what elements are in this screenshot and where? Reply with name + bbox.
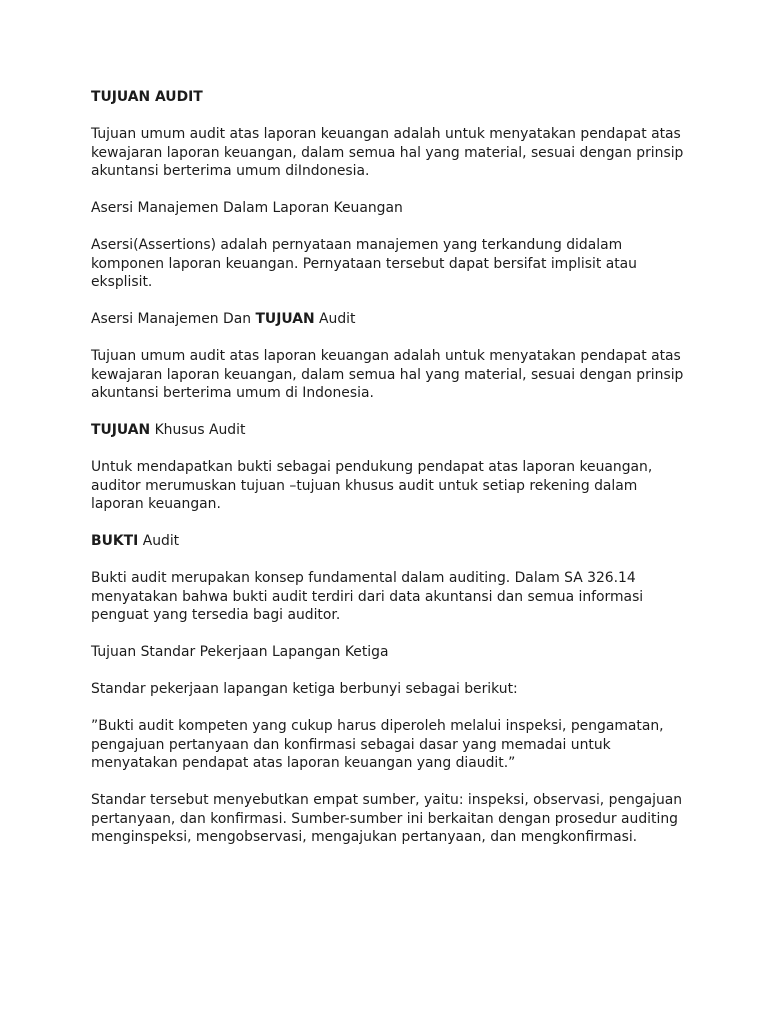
paragraph-asersi: Asersi(Assertions) adalah pernyataan manajemen yang terkandung didalam komponen laporan keuangan. Pernyataan tersebut dapat bersifat implisit atau eksplisit. [91,237,637,290]
paragraph-quote: ”Bukti audit kompeten yang cukup harus diperoleh melalui inspeksi, pengamatan, pengajuan pertanyaan dan konfirmasi sebagai dasar yang memadai untuk menyatakan pendapat atas laporan keuangan yang diaudit.” [91,718,664,771]
document-body [91,88,691,865]
heading-tujuan-khusus-post: Khusus Audit [150,422,246,438]
paragraph-empat-sumber: Standar tersebut menyebutkan empat sumber, yaitu: inspeksi, observasi, pengajuan pertanyaan, dan konfirmasi. Sumber-sumber ini berkaitan dengan prosedur auditing menginspeksi, mengobservasi, mengajukan pertanyaan, dan mengkonfirmasi. [91,792,683,845]
heading-tujuan-khusus [91,421,691,440]
heading-bukti-bold: BUKTI [91,533,139,549]
heading-tujuan-khusus-bold: TUJUAN [91,422,151,438]
heading-asersi-tujuan-post: Audit [314,311,356,327]
heading-asersi-tujuan-pre: Asersi Manajemen Dan [91,311,256,327]
heading-asersi-manajemen: Asersi Manajemen Dalam Laporan Keuangan [91,200,403,216]
heading-bukti-post: Audit [138,533,180,549]
heading-asersi-tujuan-audit [91,310,691,329]
document-title: TUJUAN AUDIT [91,89,203,105]
paragraph-tujuan-umum: Tujuan umum audit atas laporan keuangan adalah untuk menyatakan pendapat atas kewajaran laporan keuangan, dalam semua hal yang material, sesuai dengan prinsip akuntansi berterima umum diIndonesia. [91,126,684,179]
paragraph-standar-intro: Standar pekerjaan lapangan ketiga berbunyi sebagai berikut: [91,681,518,697]
heading-standar-ketiga: Tujuan Standar Pekerjaan Lapangan Ketiga [91,644,389,660]
heading-bukti-audit [91,532,691,551]
heading-asersi-tujuan-bold: TUJUAN [255,311,315,327]
paragraph-tujuan-khusus: Untuk mendapatkan bukti sebagai pendukung pendapat atas laporan keuangan, auditor merumuskan tujuan –tujuan khusus audit untuk setiap rekening dalam laporan keuangan. [91,459,653,512]
paragraph-tujuan-umum-2: Tujuan umum audit atas laporan keuangan adalah untuk menyatakan pendapat atas kewajaran laporan keuangan, dalam semua hal yang material, sesuai dengan prinsip akuntansi berterima umum di Indonesia. [91,348,684,401]
paragraph-bukti-audit: Bukti audit merupakan konsep fundamental dalam auditing. Dalam SA 326.14 menyatakan bahwa bukti audit terdiri dari data akuntansi dan semua informasi penguat yang tersedia bagi auditor. [91,570,644,623]
